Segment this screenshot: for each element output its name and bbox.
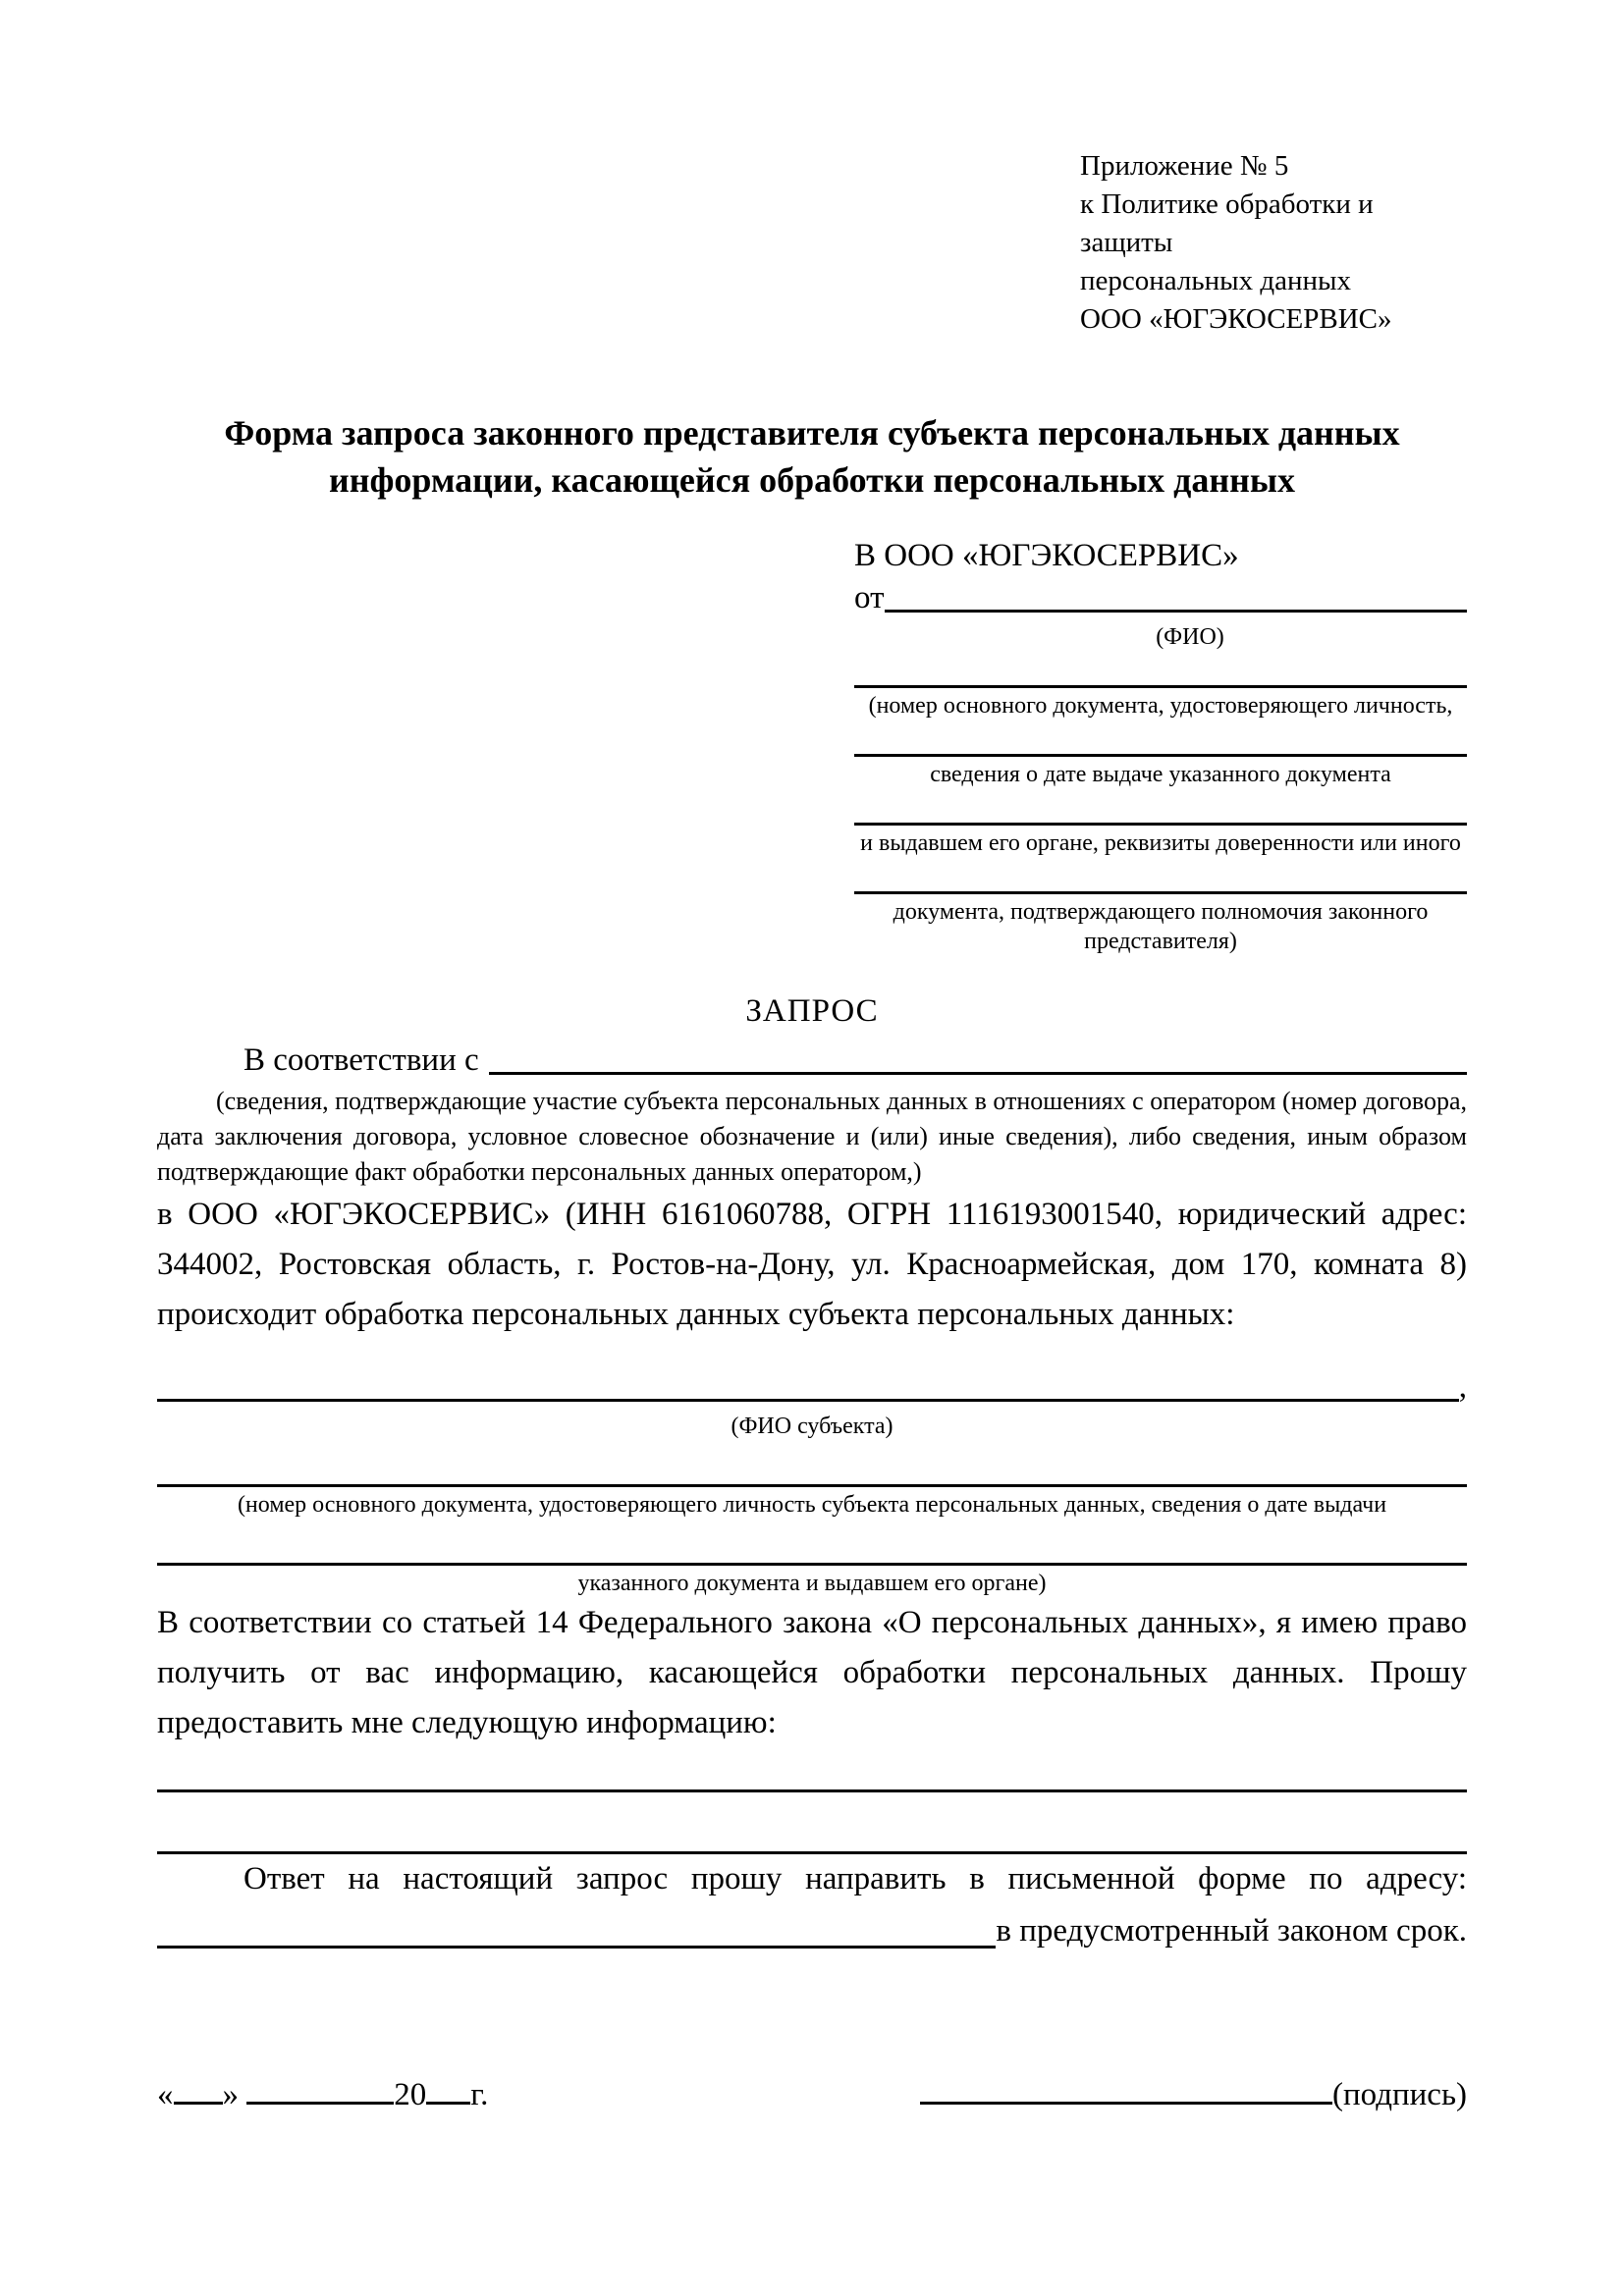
reply-tail-text: в предусмотренный законом срок.: [996, 1913, 1467, 1949]
date-group: [157, 2073, 488, 2116]
title-line-1: Форма запроса законного представителя субъекта персональных данных: [224, 413, 1400, 453]
request-heading: ЗАПРОС: [745, 993, 879, 1029]
fio-caption: (ФИО): [1156, 624, 1224, 650]
powers-caption: документа, подтверждающего полномочия законного представителя): [893, 899, 1429, 954]
from-label: от: [854, 580, 885, 615]
accordance-fine-print: (сведения, подтверждающие участие субъекта персональных данных в отношениях с оператором (номер договора, дата заключения договора, условное словесное обозначение и (или) иные сведения), либо сведения, иным образом подтверждающие факт обработки персональных данных оператором,): [157, 1087, 1467, 1186]
subject-fio-row: [157, 1365, 1467, 1409]
date-close-quote: »: [222, 2077, 239, 2112]
date-day-blank: [174, 2101, 223, 2105]
representative-powers-field: [854, 891, 1467, 956]
appendix-policy-line: к Политике обработки и защиты: [1080, 188, 1374, 258]
subject-doc-blank-line-2: [157, 1563, 1467, 1566]
subject-line-comma: ,: [1458, 1369, 1467, 1405]
addressee-organization: В ООО «ЮГЭКОСЕРВИС»: [854, 538, 1239, 573]
accordance-label: В соответствии с: [244, 1042, 479, 1078]
accordance-blank-line: [489, 1039, 1467, 1075]
reply-address-row: [157, 1906, 1467, 1955]
reply-address-blank-line: [157, 1906, 996, 1949]
date-year-prefix: 20: [394, 2077, 427, 2112]
reply-intro-paragraph: Ответ на настоящий запрос прошу направить в письменной форме по адресу:: [244, 1861, 1467, 1896]
issue-date-caption: сведения о дате выдаче указанного документа: [930, 762, 1391, 787]
document-title: [157, 409, 1467, 504]
date-open-quote: «: [157, 2077, 174, 2112]
subject-fio-caption: (ФИО субъекта): [731, 1414, 893, 1439]
blank-line-issue-date: [854, 754, 1467, 757]
footer-row: [157, 2073, 1467, 2116]
operator-info-paragraph: в ООО «ЮГЭКОСЕРВИС» (ИНН 6161060788, ОГРН 1116193001540, юридический адрес: 344002, Ростовская область, г. Ростов-на-Дону, ул. Красноармейская, дом 170, комната 8) происходит обработка персональных данных субъекта персональных данных:: [157, 1197, 1467, 1332]
accordance-row: [157, 1039, 1467, 1082]
appendix-header: [1080, 147, 1467, 339]
law-paragraph: В соответствии со статьей 14 Федерального закона «О персональных данных», я имею право получить от вас информацию, касающейся обработки персональных данных. Прошу предоставить мне следующую информацию:: [157, 1605, 1467, 1740]
blank-line-authority: [854, 823, 1467, 826]
representative-authority-field: [854, 823, 1467, 858]
addressee-block: [854, 535, 1467, 956]
blank-line-powers: [854, 891, 1467, 894]
date-year-suffix: г.: [470, 2077, 489, 2112]
signature-caption: (подпись): [1332, 2077, 1467, 2112]
signature-blank-line: [920, 2101, 1332, 2105]
from-row: [854, 576, 1467, 619]
signature-group: [920, 2073, 1467, 2116]
appendix-policy-line2: персональных данных: [1080, 265, 1352, 296]
subject-fio-blank-line: [157, 1365, 1459, 1402]
blank-line-doc-number: [854, 685, 1467, 688]
representative-document-field: [854, 685, 1467, 721]
requested-info-blank-line-1: [157, 1789, 1467, 1792]
date-year-blank: [426, 2101, 470, 2105]
representative-issue-date-field: [854, 754, 1467, 789]
subject-doc-caption-2: указанного документа и выдавшем его органе): [577, 1571, 1047, 1596]
date-month-blank: [246, 2101, 394, 2105]
title-line-2: информации, касающейся обработки персональных данных: [329, 460, 1295, 500]
subject-doc-blank-line-1: [157, 1484, 1467, 1487]
doc-number-caption: (номер основного документа, удостоверяющего личность,: [868, 693, 1453, 719]
from-name-blank-line: [885, 576, 1468, 613]
authority-caption: и выдавшем его органе, реквизиты доверенности или иного: [860, 830, 1461, 856]
subject-doc-caption-1: (номер основного документа, удостоверяющего личность субъекта персональных данных, сведения о дате выдачи: [237, 1492, 1387, 1518]
appendix-company: ООО «ЮГЭКОСЕРВИС»: [1080, 303, 1392, 335]
appendix-number: Приложение № 5: [1080, 150, 1289, 182]
